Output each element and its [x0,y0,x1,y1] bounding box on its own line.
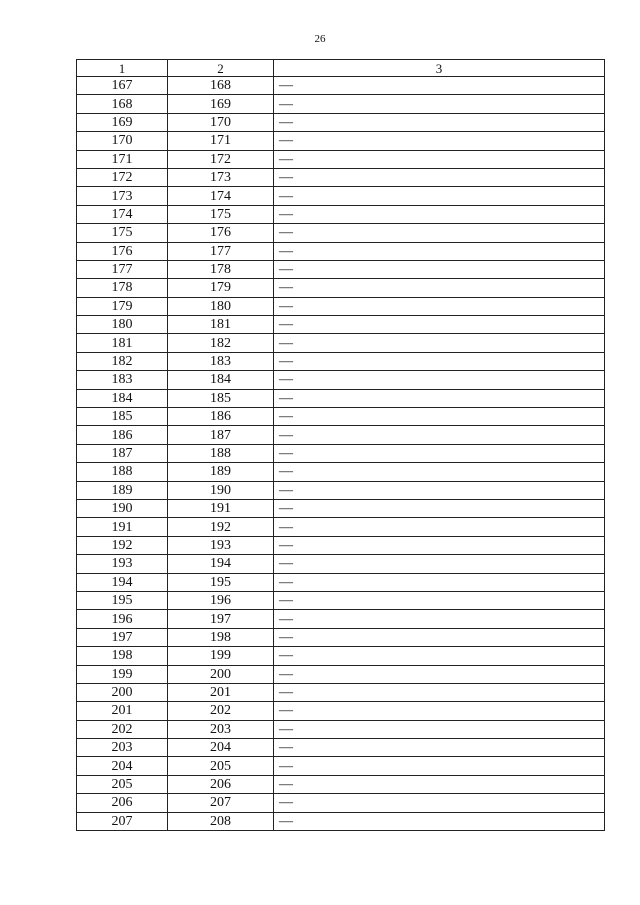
table-cell-col-2: 176 [168,224,274,242]
table-row [77,610,605,628]
table-cell-col-3: — [274,610,605,628]
table-body [77,77,605,831]
table-row [77,647,605,665]
table-cell-col-1: 200 [77,683,168,701]
table-cell-col-1: 196 [77,610,168,628]
table-cell-col-3: — [274,573,605,591]
table-cell-col-3: — [274,481,605,499]
table-cell-col-3: — [274,316,605,334]
table-cell-col-2: 206 [168,775,274,793]
table-cell-col-3: — [274,371,605,389]
table-cell-col-2: 191 [168,499,274,517]
table-cell-col-1: 173 [77,187,168,205]
table-cell-col-1: 199 [77,665,168,683]
table-cell-col-3: — [274,628,605,646]
table-cell-col-2: 171 [168,132,274,150]
table-cell-col-1: 203 [77,739,168,757]
table-cell-col-3: — [274,279,605,297]
table-cell-col-1: 192 [77,536,168,554]
table-row [77,113,605,131]
table-cell-col-3: — [274,242,605,260]
table-cell-col-3: — [274,757,605,775]
table-cell-col-3: — [274,536,605,554]
table-row [77,591,605,609]
table-row [77,371,605,389]
table-cell-col-1: 179 [77,297,168,315]
table-row [77,463,605,481]
table-row [77,481,605,499]
table-cell-col-2: 173 [168,168,274,186]
table-cell-col-1: 184 [77,389,168,407]
table-cell-col-1: 172 [77,168,168,186]
table-row [77,95,605,113]
table-row [77,536,605,554]
table-cell-col-1: 204 [77,757,168,775]
table-cell-col-3: — [274,187,605,205]
table-cell-col-2: 188 [168,444,274,462]
table-cell-col-3: — [274,555,605,573]
column-header-3: 3 [274,60,605,77]
table-row [77,775,605,793]
table-cell-col-1: 194 [77,573,168,591]
table-cell-col-3: — [274,408,605,426]
page-number: 26 [314,33,326,45]
table-cell-col-2: 170 [168,113,274,131]
table-cell-col-3: — [274,647,605,665]
table-cell-col-3: — [274,426,605,444]
table-cell-col-3: — [274,389,605,407]
table-row [77,242,605,260]
table-cell-col-2: 185 [168,389,274,407]
table-cell-col-2: 186 [168,408,274,426]
table-cell-col-3: — [274,739,605,757]
table-row [77,499,605,517]
table-row [77,720,605,738]
table-cell-col-3: — [274,463,605,481]
table-cell-col-3: — [274,518,605,536]
table-cell-col-1: 185 [77,408,168,426]
table-cell-col-1: 170 [77,132,168,150]
table-cell-col-3: — [274,812,605,830]
table-cell-col-2: 207 [168,794,274,812]
table-cell-col-2: 168 [168,77,274,95]
table-cell-col-2: 184 [168,371,274,389]
table-cell-col-3: — [274,352,605,370]
table-cell-col-3: — [274,113,605,131]
table-cell-col-3: — [274,775,605,793]
table-cell-col-1: 167 [77,77,168,95]
table-cell-col-1: 181 [77,334,168,352]
table-row [77,555,605,573]
table-cell-col-1: 187 [77,444,168,462]
table-cell-col-1: 182 [77,352,168,370]
table-row [77,408,605,426]
table-cell-col-1: 191 [77,518,168,536]
table-cell-col-1: 180 [77,316,168,334]
table-cell-col-2: 205 [168,757,274,775]
table-cell-col-2: 181 [168,316,274,334]
table-cell-col-3: — [274,260,605,278]
table-cell-col-2: 200 [168,665,274,683]
table-row [77,812,605,830]
table-cell-col-3: — [274,168,605,186]
table-cell-col-1: 207 [77,812,168,830]
table-cell-col-1: 205 [77,775,168,793]
table-cell-col-3: — [274,297,605,315]
table-cell-col-2: 203 [168,720,274,738]
table-cell-col-2: 175 [168,205,274,223]
table-cell-col-1: 177 [77,260,168,278]
table-cell-col-3: — [274,150,605,168]
table-cell-col-2: 190 [168,481,274,499]
table-cell-col-1: 198 [77,647,168,665]
table-cell-col-2: 183 [168,352,274,370]
table-cell-col-2: 195 [168,573,274,591]
table-row [77,702,605,720]
table-cell-col-1: 202 [77,720,168,738]
table-row [77,132,605,150]
table-cell-col-2: 193 [168,536,274,554]
table-cell-col-1: 190 [77,499,168,517]
table-cell-col-3: — [274,702,605,720]
table-cell-col-1: 197 [77,628,168,646]
table-row [77,297,605,315]
table-cell-col-2: 192 [168,518,274,536]
table-cell-col-1: 168 [77,95,168,113]
table-row [77,739,605,757]
table-row [77,150,605,168]
table-row [77,279,605,297]
table-cell-col-2: 177 [168,242,274,260]
table-cell-col-2: 174 [168,187,274,205]
table-cell-col-3: — [274,77,605,95]
table-row [77,205,605,223]
table-cell-col-3: — [274,794,605,812]
table-cell-col-1: 174 [77,205,168,223]
table-row [77,757,605,775]
table-cell-col-3: — [274,95,605,113]
table-row [77,683,605,701]
table-cell-col-2: 204 [168,739,274,757]
table-cell-col-1: 176 [77,242,168,260]
table-cell-col-2: 180 [168,297,274,315]
table-row [77,426,605,444]
table-cell-col-2: 179 [168,279,274,297]
table-cell-col-3: — [274,444,605,462]
table-header [77,60,605,77]
table-cell-col-2: 187 [168,426,274,444]
table-row [77,794,605,812]
table-cell-col-1: 188 [77,463,168,481]
table-cell-col-3: — [274,205,605,223]
table-cell-col-2: 208 [168,812,274,830]
table-row [77,168,605,186]
table-row [77,444,605,462]
data-table [76,59,605,831]
table-row [77,334,605,352]
table-cell-col-3: — [274,334,605,352]
table-cell-col-2: 202 [168,702,274,720]
table-cell-col-1: 195 [77,591,168,609]
table-row [77,518,605,536]
table-cell-col-1: 206 [77,794,168,812]
table-cell-col-1: 186 [77,426,168,444]
table-cell-col-1: 175 [77,224,168,242]
table-cell-col-3: — [274,591,605,609]
table-cell-col-3: — [274,720,605,738]
table-cell-col-2: 169 [168,95,274,113]
table-cell-col-1: 178 [77,279,168,297]
table-row [77,352,605,370]
table-cell-col-2: 198 [168,628,274,646]
table-row [77,389,605,407]
table-row [77,260,605,278]
table-row [77,187,605,205]
table-cell-col-1: 193 [77,555,168,573]
table-cell-col-2: 194 [168,555,274,573]
table-cell-col-3: — [274,499,605,517]
table-row [77,224,605,242]
table-cell-col-1: 183 [77,371,168,389]
table-cell-col-1: 171 [77,150,168,168]
table-row [77,77,605,95]
header-row [77,60,605,77]
table-cell-col-1: 201 [77,702,168,720]
table-cell-col-2: 199 [168,647,274,665]
table-cell-col-3: — [274,683,605,701]
table-cell-col-2: 172 [168,150,274,168]
table-cell-col-2: 178 [168,260,274,278]
table-row [77,573,605,591]
column-header-1: 1 [77,60,168,77]
table-row [77,628,605,646]
table-cell-col-2: 196 [168,591,274,609]
table-cell-col-3: — [274,132,605,150]
table-cell-col-2: 197 [168,610,274,628]
table-cell-col-2: 189 [168,463,274,481]
table-cell-col-1: 169 [77,113,168,131]
table-row [77,665,605,683]
table-cell-col-3: — [274,665,605,683]
column-header-2: 2 [168,60,274,77]
table-row [77,316,605,334]
table-cell-col-2: 201 [168,683,274,701]
table-cell-col-3: — [274,224,605,242]
table-cell-col-1: 189 [77,481,168,499]
table-cell-col-2: 182 [168,334,274,352]
